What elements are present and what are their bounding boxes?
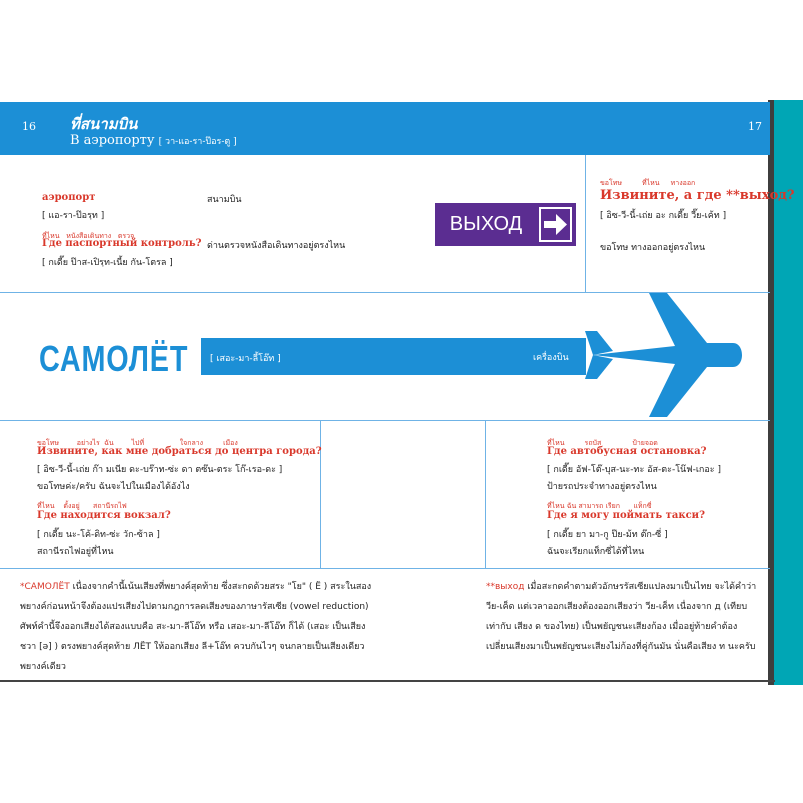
bus-thai: ป้ายรถประจำทางอยู่ตรงไหน xyxy=(547,482,657,492)
bus-translit: [ กเดี๊ย อัฟ-โต๊-บุส-นะ-ทะ อัส-ตะ-โน๊ฟ-เกอะ ] xyxy=(547,465,721,475)
taxi-thai: ฉันจะเรียกแท็กซี่ได้ที่ไหน xyxy=(547,547,645,557)
bus-gloss: ที่ไหน รถบัส ป้ายจอด xyxy=(547,439,658,447)
passport-gloss: ที่ไหน หนังสือเดินทาง ตรวจ xyxy=(42,232,135,240)
divider-panel-vertical-top xyxy=(585,155,586,293)
page-number-right: 17 xyxy=(748,120,762,133)
banner-thai: เครื่องบิน xyxy=(533,353,569,363)
exit-thai: ขอโทษ ทางออกอยู่ตรงไหน xyxy=(600,243,706,253)
exit-gloss: ขอโทษ ที่ไหน ทางออก xyxy=(600,179,696,187)
exit-sign-arrow-box xyxy=(539,207,572,242)
note-left-line2: พยางค์ก่อนหน้าจึงต้องแปรเสียงไปตามกฎการลดเสียงของภาษารัสเซีย (vowel reduction) xyxy=(20,602,369,612)
city-thai: ขอโทษค่ะ/ครับ ฉันจะไปในเมืองได้อังไง xyxy=(37,482,190,492)
divider-vertical-mid-2 xyxy=(485,420,486,568)
page-number-left: 16 xyxy=(22,120,36,133)
title-russian xyxy=(70,133,237,148)
note-left-line5: พยางค์เดียว xyxy=(20,662,66,672)
station-translit: [ กเดี๊ย นะ-โค้-ดิท-ซ่ะ วัก-ซ้าล ] xyxy=(37,530,160,540)
banner-translit: [ เสอะ-มา-ลี้โอ๊ท ] xyxy=(210,354,281,364)
taxi-gloss: ที่ไหน ฉัน สามารถ เรียก แท็กซี่ xyxy=(547,502,652,510)
note-right-line2: วีย-เค็ด แต่เวลาออกเสียงต้องออกเสียงว่า วีย-เค็ท เนื่องจาก д (เทียบ xyxy=(486,602,748,612)
note-left-line4: ชวา [ə] ) ตรงพยางค์สุดท้าย ЛЁТ ให้ออกเสียง ลี+โอ๊ท ควบกันไวๆ จนกลายเป็นเสียงเดียว xyxy=(20,642,365,652)
note-left-body1: เนื่องจากคำนี้เน้นเสียงที่พยางค์สุดท้าย ซึ่งสะกดด้วยสระ "โย" ( Ё ) สระในสอง xyxy=(69,582,372,592)
airplane-icon xyxy=(585,291,745,421)
word-airport-thai: สนามบิน xyxy=(207,195,242,205)
note-left-line3: ศัพท์คำนี้จึงออกเสียงได้สองแบบคือ สะ-มา-ลีโอ๊ท หรือ เสอะ-มา-ลีโอ๊ท ก็ได้ (เสอะ เป็นเสียง xyxy=(20,622,366,632)
exit-translit: [ อิซ-วี-นี้-เถ่ย อะ กเดี๊ย วี๊ย-เค้ท ] xyxy=(600,211,727,221)
passport-question-ru: Где паспортный контроль? xyxy=(42,238,202,249)
station-thai: สถานีรถไฟอยู่ที่ไหน xyxy=(37,547,114,557)
title-thai: ที่สนามบิน xyxy=(70,115,138,133)
note-right xyxy=(486,577,766,657)
word-airport-ru: аэропорт xyxy=(42,192,96,203)
word-airport-translit: [ แอ-รา-ป๊อรฺท ] xyxy=(42,211,105,221)
city-question-ru: Извините, как мне добраться до центра города? xyxy=(37,446,322,457)
note-right-body1: เมื่อสะกดคำตามตัวอักษรรัสเซียแปลงมาเป็นไทย จะได้คำว่า xyxy=(524,582,757,592)
taxi-translit: [ กเดี๊ย ยา มา-กู ป๊ย-ม้ท ต๊ก-ซี่ ] xyxy=(547,530,668,540)
passport-thai: ด่านตรวจหนังสือเดินทางอยู่ตรงไหน xyxy=(207,241,346,251)
banner-word: САМОЛЁТ xyxy=(39,338,189,379)
city-translit: [ อิซ-วี-นี้-เถ่ย ก๊า มเนีย ดะ-บร๊าท-ซ่ะ ดา ตซ๊น-ตระ โก๊-เรอ-ดะ ] xyxy=(37,465,283,475)
note-right-line3: เท่ากับ เสียง ด ของไทย) เป็นพยัญชนะเสียงก้อง เมื่ออยู่ท้ายคำต้อง xyxy=(486,622,738,632)
city-gloss: ขอโทษ อย่างไร ฉัน ไปที่ ใจกลาง เมือง xyxy=(37,439,238,447)
right-arrow-icon xyxy=(541,209,570,240)
note-right-star: **выход xyxy=(486,582,525,592)
station-question-ru: Где находится вокзал? xyxy=(37,510,171,521)
taxi-question-ru: Где я могу поймать такси? xyxy=(547,510,705,521)
note-right-line1 xyxy=(486,577,766,597)
divider-vertical-mid-1 xyxy=(320,420,321,568)
page-bottom-rule xyxy=(0,680,775,682)
exit-sign xyxy=(435,203,576,246)
title-ru-text: В аэропорту xyxy=(70,133,155,148)
note-right-line4: เปลี่ยนเสียงมาเป็นพยัญชนะเสียงไม่ก้องที่คู่กันมัน นั่นคือเสียง ท นะครับ xyxy=(486,642,756,652)
divider-bottom-horizontal xyxy=(0,568,770,569)
title-translit: [ วา-แอ-รา-ป๊อร-ตู ] xyxy=(158,137,237,147)
note-left xyxy=(20,577,370,677)
note-left-star: *САМОЛЁТ xyxy=(20,582,70,592)
note-left-line1 xyxy=(20,577,370,597)
exit-question-ru: Извините, а где **выход? xyxy=(600,188,795,203)
bus-question-ru: Где автобусная остановка? xyxy=(547,446,707,457)
exit-sign-text: ВЫХОД xyxy=(449,213,523,235)
passport-translit: [ กเดี๊ย ป๊าส-เปิรฺท-เนี้ย กัน-โตรล ] xyxy=(42,258,173,268)
station-gloss: ที่ไหน ตั้งอยู่ สถานีรถไฟ xyxy=(37,502,127,510)
